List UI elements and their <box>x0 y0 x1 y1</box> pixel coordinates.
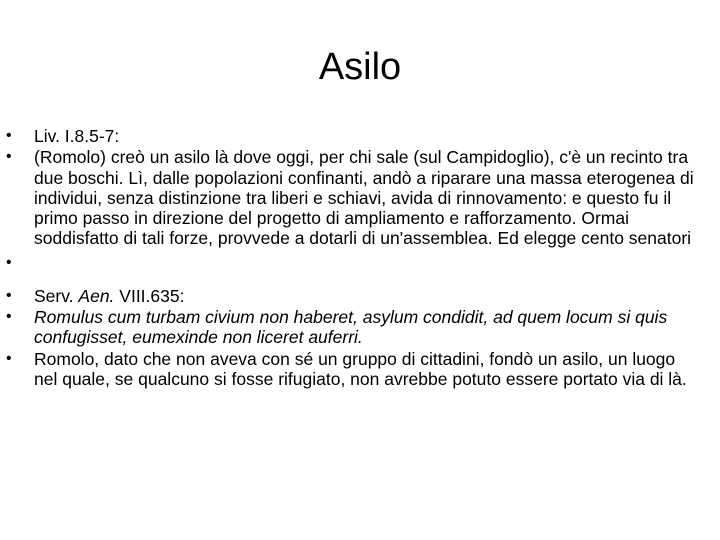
bullet-text: Romulus cum turbam civium non haberet, asylum condidit, ad quem locum si quis confugisset, eumexinde non liceret auferri. <box>34 307 668 348</box>
bullet-item <box>6 147 694 249</box>
slide-title: Asilo <box>318 46 402 88</box>
bullet-text-italic: Aen. <box>78 285 115 306</box>
bullet-text-prefix: Serv. <box>34 285 79 306</box>
bullet-item <box>6 348 694 390</box>
bullet-marker: • <box>6 148 12 166</box>
bullet-marker: • <box>6 253 12 271</box>
bullet-marker: • <box>6 127 12 144</box>
bullet-marker: • <box>6 286 12 304</box>
bullet-item <box>6 126 694 146</box>
bullet-item-empty <box>6 253 694 273</box>
bullet-item <box>6 285 694 306</box>
bullet-item-latin <box>6 307 694 348</box>
bullet-text: Romolo, dato che non aveva con sé un gruppo di cittadini, fondò un asilo, un luogo nel quale, se qualcuno si fosse rifugiato, non avrebbe potuto essere portato via di là. <box>34 348 687 389</box>
bullet-text: (Romolo) creò un asilo là dove oggi, per chi sale (sul Campidoglio), c'è un recinto tra due boschi. Lì, dalle popolazioni confinanti, andò a riparare una massa eterogenea di individui, senza distinzione tra liberi e schiavi, avida di rinnovamento: e questo fu il primo passo in direzione del progetto di ampliamento e rafforzamento. Ormai soddisfatto di tali forze, provvede a dotarli di un'assemblea. Ed elegge cento senatori <box>34 147 694 249</box>
bullet-text: Liv. I.8.5-7: <box>34 126 120 146</box>
bullet-marker: • <box>6 308 12 326</box>
bullet-marker: • <box>6 349 12 367</box>
bullet-list <box>6 126 694 390</box>
bullet-text-suffix: VIII.635: <box>114 285 185 306</box>
